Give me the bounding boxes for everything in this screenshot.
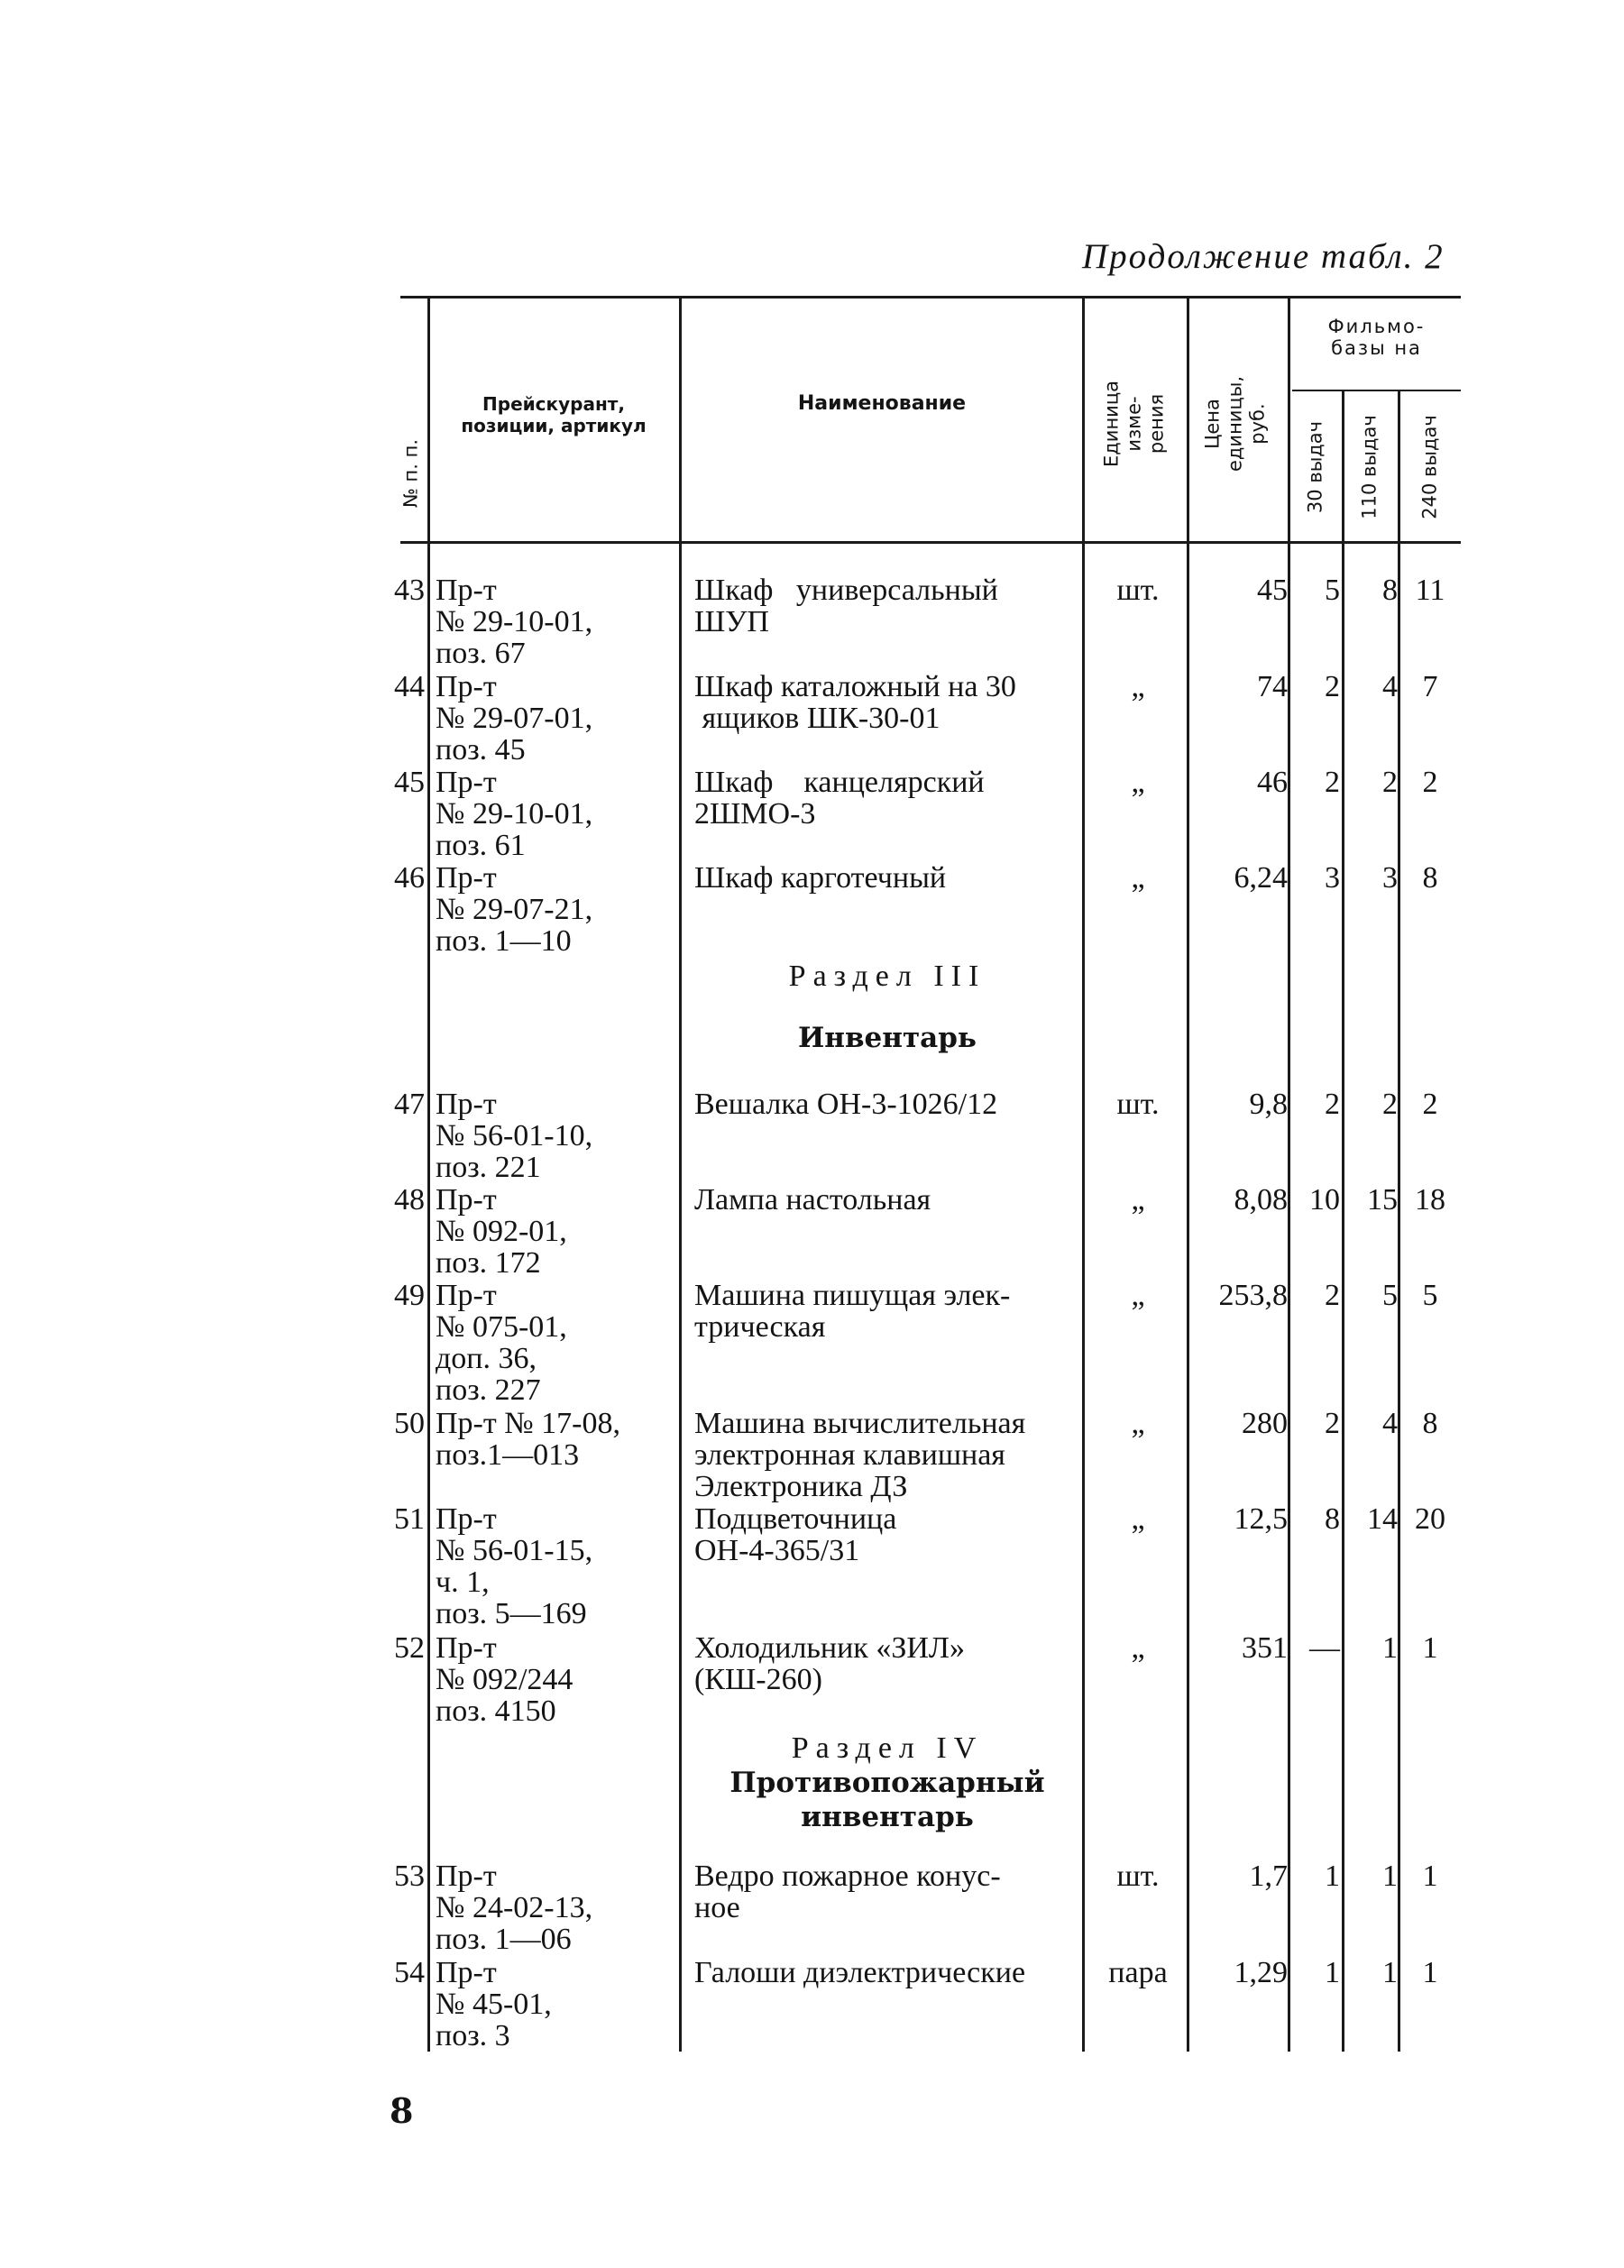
qty-30-cell: 8	[1325, 1502, 1340, 1536]
qty-240-cell: 2	[1422, 766, 1438, 799]
unit-cell: „	[1131, 1631, 1145, 1665]
row-number: 50	[394, 1407, 425, 1440]
preiskurant-cell: Пр-т № 29-10-01, поз. 61	[436, 766, 593, 862]
row-number: 52	[394, 1631, 425, 1665]
name-cell: Шкаф канцелярский 2ШМО-3	[694, 766, 985, 831]
preiskurant-cell: Пр-т № 075-01, доп. 36, поз. 227	[436, 1279, 567, 1407]
col-rule-price	[1288, 298, 1290, 2052]
qty-30-cell: —	[1309, 1631, 1340, 1665]
name-cell: Холодильник «ЗИЛ» (КШ-260)	[694, 1631, 965, 1696]
header-bottom-rule	[400, 541, 1461, 544]
header-q1: 30 выдач	[1304, 420, 1326, 514]
name-cell: Подцветочница ОН-4-365/31	[694, 1502, 897, 1567]
qty-240-cell: 1	[1422, 1956, 1438, 1989]
header-unit: Единица изме- рения	[1100, 381, 1168, 467]
price-cell: 351	[1242, 1631, 1288, 1665]
qty-240-cell: 18	[1415, 1183, 1445, 1217]
preiskurant-cell: Пр-т № 45-01, поз. 3	[436, 1956, 552, 2052]
row-number: 49	[394, 1279, 425, 1312]
name-cell: Лампа настольная	[694, 1183, 931, 1217]
qty-110-cell: 1	[1382, 1956, 1398, 1989]
row-number: 51	[394, 1502, 425, 1536]
header-name: Наименование	[797, 392, 967, 415]
header-q2: 110 выдач	[1358, 415, 1381, 519]
preiskurant-cell: Пр-т № 56-01-10, поз. 221	[436, 1088, 593, 1184]
section-3-title: Инвентарь	[798, 1022, 977, 1054]
preiskurant-cell: Пр-т № 092/244 поз. 4150	[436, 1631, 573, 1728]
row-number: 44	[394, 670, 425, 703]
name-cell: Шкаф карготечный	[694, 861, 947, 895]
header-preiskurant: Прейскурант, позиции, артикул	[461, 393, 647, 436]
row-number: 47	[394, 1088, 425, 1121]
qty-110-cell: 2	[1382, 1088, 1398, 1121]
unit-cell: шт.	[1116, 1859, 1160, 1893]
qty-240-cell: 8	[1422, 861, 1438, 895]
preiskurant-cell: Пр-т № 24-02-13, поз. 1—06	[436, 1859, 593, 1956]
name-cell: Ведро пожарное конус- ное	[694, 1859, 1001, 1924]
unit-cell: шт.	[1116, 574, 1160, 607]
unit-cell: „	[1131, 1502, 1145, 1536]
preiskurant-cell: Пр-т № 29-10-01, поз. 67	[436, 574, 593, 670]
qty-240-cell: 2	[1422, 1088, 1438, 1121]
qty-30-cell: 10	[1309, 1183, 1340, 1217]
unit-cell: „	[1131, 861, 1145, 895]
qty-110-cell: 4	[1382, 1407, 1398, 1440]
section-4-heading: Раздел IV	[791, 1731, 984, 1765]
qty-110-cell: 4	[1382, 670, 1398, 703]
qty-240-cell: 1	[1422, 1859, 1438, 1893]
col-rule-q2	[1398, 391, 1400, 2052]
header-no: № п. п.	[399, 438, 422, 509]
unit-cell: пара	[1108, 1956, 1168, 1989]
row-number: 46	[394, 861, 425, 895]
header-q3: 240 выдач	[1418, 415, 1441, 519]
unit-cell: „	[1131, 1407, 1145, 1440]
name-cell: Вешалка ОН-3-1026/12	[694, 1088, 998, 1121]
col-rule-unit	[1187, 298, 1189, 2052]
price-cell: 74	[1257, 670, 1288, 703]
preiskurant-cell: Пр-т № 17-08, поз.1—013	[436, 1407, 620, 1472]
row-number: 48	[394, 1183, 425, 1217]
qty-240-cell: 5	[1422, 1279, 1438, 1312]
qty-30-cell: 3	[1325, 861, 1340, 895]
unit-cell: „	[1131, 1279, 1145, 1312]
table-top-rule	[400, 296, 1461, 298]
unit-cell: „	[1131, 766, 1145, 799]
section-4-title: Противопожарный инвентарь	[729, 1767, 1045, 1833]
unit-cell: „	[1131, 670, 1145, 703]
row-number: 43	[394, 574, 425, 607]
row-number: 45	[394, 766, 425, 799]
col-rule-no	[427, 298, 430, 2052]
name-cell: Шкаф каталожный на 30 ящиков ШК-30-01	[694, 670, 1016, 735]
price-cell: 253,8	[1218, 1279, 1288, 1312]
unit-cell: шт.	[1116, 1088, 1160, 1121]
preiskurant-cell: Пр-т № 29-07-21, поз. 1—10	[436, 861, 593, 958]
col-rule-prei	[679, 298, 682, 2052]
qty-110-cell: 1	[1382, 1631, 1398, 1665]
qty-30-cell: 2	[1325, 670, 1340, 703]
qty-240-cell: 20	[1415, 1502, 1445, 1536]
preiskurant-cell: Пр-т № 56-01-15, ч. 1, поз. 5—169	[436, 1502, 593, 1630]
price-cell: 46	[1257, 766, 1288, 799]
row-number: 54	[394, 1956, 425, 1989]
name-cell: Галоши диэлектрические	[694, 1956, 1026, 1989]
qty-240-cell: 8	[1422, 1407, 1438, 1440]
page-number: 8	[390, 2090, 414, 2131]
qty-30-cell: 2	[1325, 1088, 1340, 1121]
price-cell: 1,29	[1234, 1956, 1288, 1989]
header-price: Цена единицы, руб.	[1201, 375, 1269, 473]
qty-30-cell: 5	[1325, 574, 1340, 607]
name-cell: Шкаф универсальный ШУП	[694, 574, 998, 638]
qty-110-cell: 5	[1382, 1279, 1398, 1312]
unit-cell: „	[1131, 1183, 1145, 1217]
qty-240-cell: 1	[1422, 1631, 1438, 1665]
qty-30-cell: 1	[1325, 1859, 1340, 1893]
price-cell: 1,7	[1249, 1859, 1288, 1893]
preiskurant-cell: Пр-т № 29-07-01, поз. 45	[436, 670, 593, 767]
qty-110-cell: 15	[1367, 1183, 1398, 1217]
qty-110-cell: 14	[1367, 1502, 1398, 1536]
qty-30-cell: 2	[1325, 1407, 1340, 1440]
col-rule-q1	[1342, 391, 1344, 2052]
price-cell: 45	[1257, 574, 1288, 607]
qty-110-cell: 1	[1382, 1859, 1398, 1893]
price-cell: 280	[1242, 1407, 1288, 1440]
qty-30-cell: 1	[1325, 1956, 1340, 1989]
price-cell: 8,08	[1234, 1183, 1288, 1217]
preiskurant-cell: Пр-т № 092-01, поз. 172	[436, 1183, 567, 1280]
name-cell: Машина вычислительная электронная клавишная Электроника ДЗ	[694, 1407, 1026, 1503]
name-cell: Машина пишущая элек- трическая	[694, 1279, 1011, 1344]
price-cell: 6,24	[1234, 861, 1288, 895]
qty-240-cell: 7	[1422, 670, 1438, 703]
price-cell: 9,8	[1249, 1088, 1288, 1121]
price-cell: 12,5	[1234, 1502, 1288, 1536]
qty-110-cell: 8	[1382, 574, 1398, 607]
row-number: 53	[394, 1859, 425, 1893]
qty-30-cell: 2	[1325, 1279, 1340, 1312]
qty-240-cell: 11	[1415, 574, 1445, 607]
qty-30-cell: 2	[1325, 766, 1340, 799]
qty-110-cell: 3	[1382, 861, 1398, 895]
table-caption: Продолжение табл. 2	[1082, 237, 1445, 276]
header-film: Фильмо- базы на	[1327, 316, 1426, 359]
section-3-heading: Раздел III	[788, 960, 986, 993]
col-rule-name	[1082, 298, 1085, 2052]
film-subheader-rule	[1292, 390, 1461, 391]
qty-110-cell: 2	[1382, 766, 1398, 799]
